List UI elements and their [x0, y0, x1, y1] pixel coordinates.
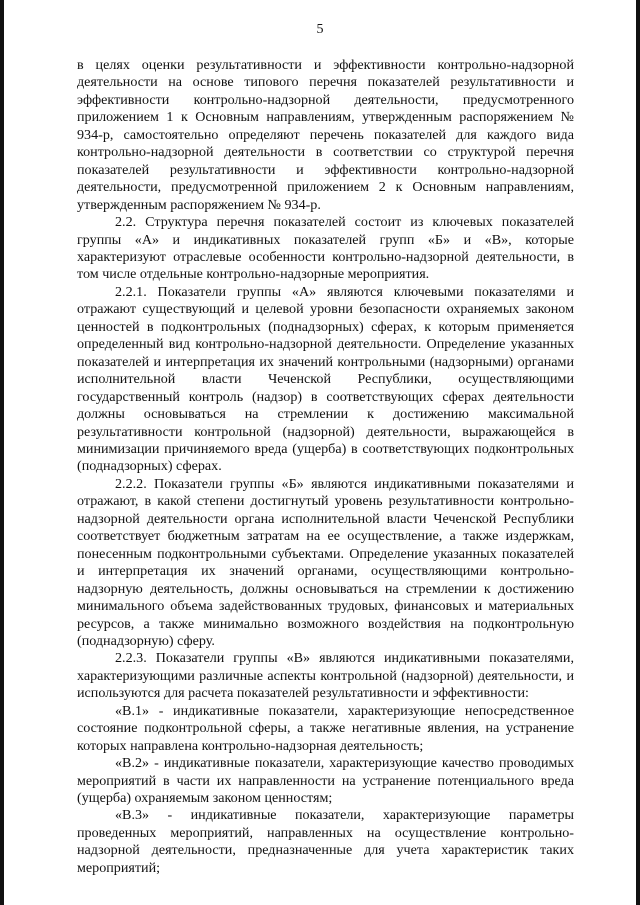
paragraph-2-2-3: 2.2.3. Показатели группы «В» являются индикативными показателями, характеризующими различные аспекты контрольной (надзорной) деятельности, и используются для расчета показателей результативности и эффективности: [77, 650, 574, 702]
paragraph-2-2: 2.2. Структура перечня показателей состоит из ключевых показателей группы «А» и индикативных показателей групп «Б» и «В», которые характеризуют отраслевые особенности контрольно-надзорной деятельности, в том числе отдельные контрольно-надзорные мероприятия. [77, 214, 574, 283]
page-number: 5 [316, 22, 324, 37]
list-item-v3: «В.3» - индикативные показатели, характеризующие параметры проведенных мероприятий, направленных на осуществление контрольно-надзорной деятельности, предназначенные для учета характеристик таких мероприятий; [77, 807, 574, 876]
paragraph-2-2-1: 2.2.1. Показатели группы «А» являются ключевыми показателями и отражают существующий и целевой уровни безопасности охраняемых законом ценностей в подконтрольных (поднадзорных) сферах, к которым применяется определенный вид контрольно-надзорной деятельности. Определение указанных показателей и интерпретация их значений контрольными (надзорными) органами исполнительной власти Чеченской Республики, осуществляющими государственный контроль (надзор) в соответствующих сферах деятельности должны основываться на стремлении к достижению максимальной результативности контрольной (надзорной) деятельности, выражающейся в минимизации причиняемого вреда (ущерба) в соответствующих подконтрольных (поднадзорных) сферах. [77, 283, 574, 475]
list-item-v2: «В.2» - индикативные показатели, характеризующие качество проводимых мероприятий в части их направленности на устранение потенциального вреда (ущерба) охраняемым законом ценностям; [77, 755, 574, 807]
scan-edge-right [636, 0, 640, 905]
scan-edge-left [0, 0, 4, 905]
document-body [77, 57, 574, 877]
list-item-v1: «В.1» - индикативные показатели, характеризующие непосредственное состояние подконтрольной сферы, а также негативные явления, на устранение которых направлена контрольно-надзорная деятельность; [77, 702, 574, 754]
paragraph-2-2-2: 2.2.2. Показатели группы «Б» являются индикативными показателями и отражают, в какой степени достигнутый уровень результативности контрольно-надзорной деятельности органа исполнительной власти Чеченской Республики соответствует бюджетным затратам на ее осуществление, а также издержкам, понесенным подконтрольными субъектами. Определение указанных показателей и интерпретация их значений органами, осуществляющими контрольно-надзорную деятельность, должны основываться на стремлении к достижению минимального объема задействованных трудовых, финансовых и материальных ресурсов, а также минимально возможного воздействия на подконтрольную (поднадзорную) сферу. [77, 475, 574, 649]
paragraph-continuation: в целях оценки результативности и эффективности контрольно-надзорной деятельности на основе типового перечня показателей результативности и эффективности контрольно-надзорной деятельности, предусмотренного приложением 1 к Основным направлениям, утвержденным распоряжением № 934-р, самостоятельно определяют перечень показателей для каждого вида контрольно-надзорной деятельности в соответствии со структурой перечня показателей результативности и эффективности контрольно-надзорной деятельности, предусмотренной приложением 2 к Основным направлениям, утвержденным распоряжением № 934-р. [77, 57, 574, 213]
